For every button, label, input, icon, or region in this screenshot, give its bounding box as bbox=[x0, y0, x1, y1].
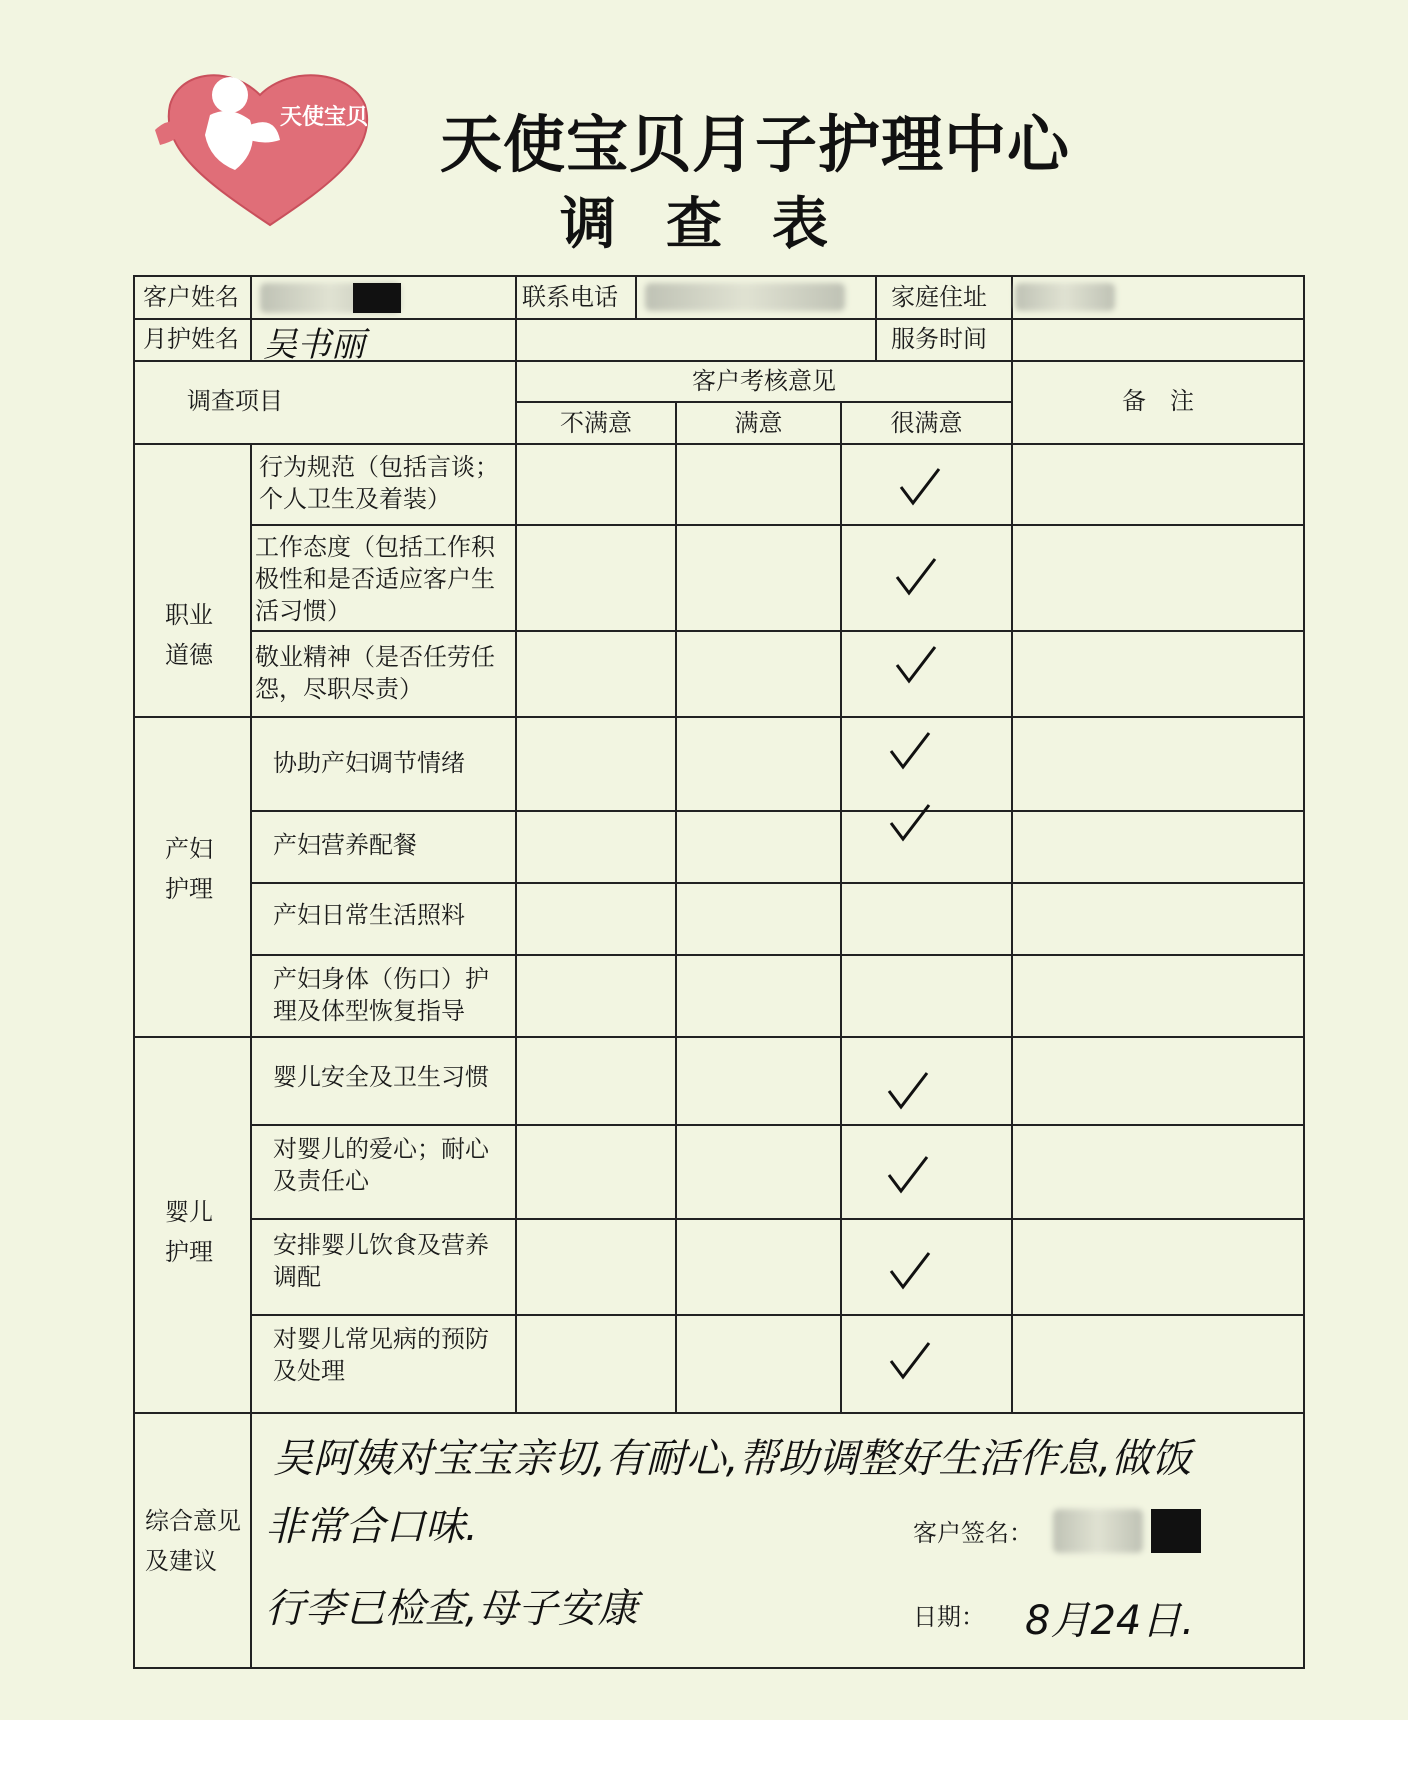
address-label: 家庭住址 bbox=[891, 283, 987, 311]
redaction-box-signature bbox=[1151, 1509, 1201, 1553]
checkmark-emotion bbox=[887, 729, 933, 773]
nurse-name-value: 吴书丽 bbox=[263, 325, 365, 365]
item-baby-illness: 对婴儿常见病的预防 及处理 bbox=[273, 1325, 489, 1385]
angel-heart-logo bbox=[150, 55, 390, 235]
summary-label: 综合意见 及建议 bbox=[145, 1507, 241, 1575]
category-ethics: 职业 道德 bbox=[165, 601, 213, 669]
item-dedication: 敬业精神（是否任劳任 怨，尽职尽责） bbox=[255, 643, 495, 703]
comment-line-1: 吴阿姨对宝宝亲切,有耐心,帮助调整好生活作息,做饭 bbox=[273, 1436, 1192, 1482]
checkmark-baby-love bbox=[885, 1153, 931, 1197]
redaction-box bbox=[353, 283, 401, 313]
nurse-name-label: 月护姓名 bbox=[143, 325, 239, 353]
checkmark-attitude bbox=[893, 555, 939, 599]
date-value: 8月24日. bbox=[1025, 1598, 1195, 1644]
item-daily-care: 产妇日常生活照料 bbox=[273, 901, 465, 929]
page-subtitle: 调查表 bbox=[560, 192, 878, 257]
checkmark-baby-illness bbox=[887, 1339, 933, 1383]
item-behavior: 行为规范（包括言谈； 个人卫生及着装） bbox=[259, 453, 499, 513]
logo-text: 天使宝贝 bbox=[280, 105, 369, 130]
checkmark-dedication bbox=[893, 643, 939, 687]
redacted-phone bbox=[645, 283, 845, 311]
category-mother-care: 产妇 护理 bbox=[165, 835, 213, 903]
item-nutrition: 产妇营养配餐 bbox=[273, 831, 417, 859]
client-opinion-header: 客户考核意见 bbox=[692, 367, 836, 395]
redacted-signature bbox=[1053, 1509, 1143, 1553]
item-emotion: 协助产妇调节情绪 bbox=[273, 749, 465, 777]
col-dissatisfied: 不满意 bbox=[560, 409, 632, 437]
category-baby-care: 婴儿 护理 bbox=[165, 1198, 213, 1266]
survey-table bbox=[133, 275, 1305, 1669]
client-name-label: 客户姓名 bbox=[143, 283, 239, 311]
checkmark-behavior bbox=[897, 465, 943, 509]
item-baby-diet: 安排婴儿饮食及营养 调配 bbox=[273, 1231, 489, 1291]
checkmark-baby-safety bbox=[885, 1069, 931, 1113]
checkmark-baby-diet bbox=[887, 1249, 933, 1293]
item-attitude: 工作态度（包括工作积 极性和是否适应客户生 活习惯） bbox=[255, 533, 495, 625]
item-recovery: 产妇身体（伤口）护 理及体型恢复指导 bbox=[273, 965, 489, 1025]
redacted-address bbox=[1015, 283, 1115, 311]
page-title: 天使宝贝月子护理中心 bbox=[440, 108, 1071, 181]
phone-label: 联系电话 bbox=[522, 283, 618, 311]
item-baby-safety: 婴儿安全及卫生习惯 bbox=[273, 1063, 489, 1091]
col-very-satisfied: 很满意 bbox=[890, 409, 963, 437]
checkmark-nutrition bbox=[887, 801, 933, 845]
date-label: 日期： bbox=[913, 1603, 985, 1631]
survey-item-header: 调查项目 bbox=[187, 387, 283, 415]
service-time-label: 服务时间 bbox=[891, 325, 987, 353]
comment-line-2: 非常合口味. bbox=[265, 1504, 478, 1550]
comment-line-3: 行李已检查,母子安康 bbox=[265, 1586, 638, 1632]
col-satisfied: 满意 bbox=[734, 409, 783, 437]
item-baby-love: 对婴儿的爱心；耐心 及责任心 bbox=[273, 1135, 489, 1195]
remarks-header: 备 注 bbox=[1122, 387, 1194, 415]
signature-label: 客户签名： bbox=[913, 1519, 1033, 1547]
